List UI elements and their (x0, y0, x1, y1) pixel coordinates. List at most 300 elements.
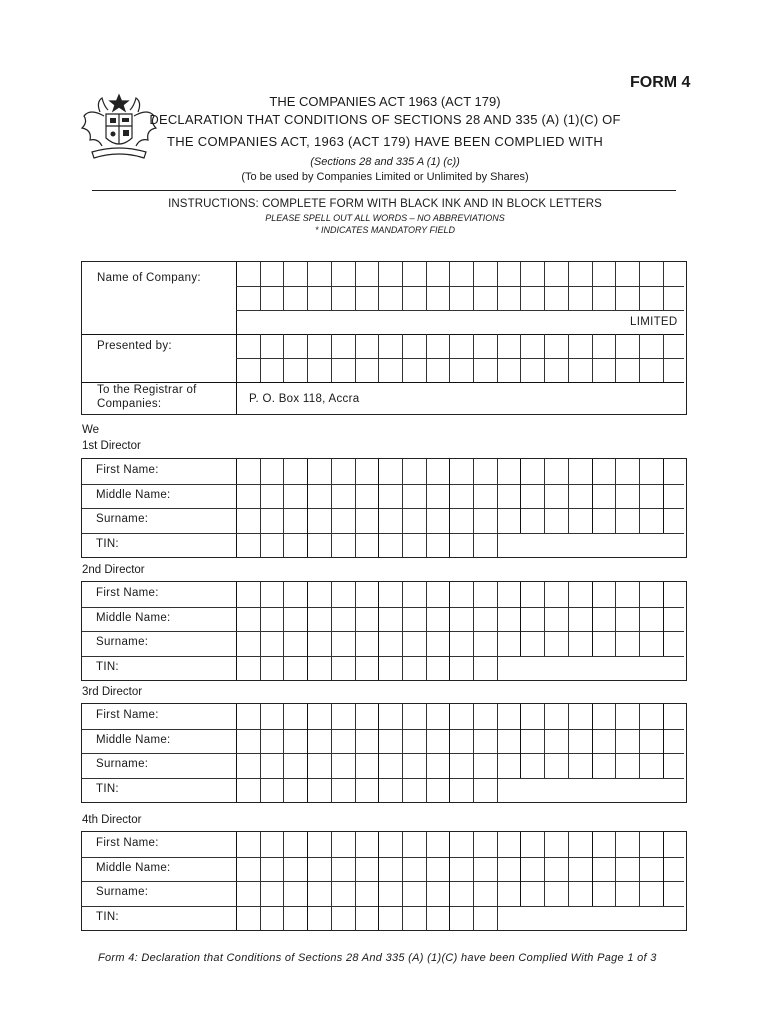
director-3-middle-name-cell-divider (402, 729, 403, 754)
director-2-surname-cell-divider (449, 631, 450, 656)
director-3-surname-cell-divider (473, 753, 474, 778)
director-1-middle-name-cell-divider (615, 484, 616, 509)
company-name-cell-divider (615, 262, 616, 310)
director-2-middle-name-cell-divider (355, 607, 356, 632)
director-3-middle-name-cell-divider (331, 729, 332, 754)
director-2-first-name-cell-divider (426, 582, 427, 607)
director-4-surname-cell-divider (568, 881, 569, 906)
director-4-tin-cell-divider (307, 906, 308, 931)
director-1-middle-name-cell-divider (283, 484, 284, 509)
field-row-line (82, 778, 684, 779)
director-2-first-name-cell-divider (592, 582, 593, 607)
director-3-middle-name-cell-divider (592, 729, 593, 754)
field-row-line (82, 857, 684, 858)
director-2-title: 2nd Director (82, 564, 145, 576)
director-2-middle-name-cell-divider (473, 607, 474, 632)
director-3-first-name-cell-divider (497, 704, 498, 729)
director-2-middle-name-cell-divider (639, 607, 640, 632)
director-2-first-name-cell-divider (639, 582, 640, 607)
director-1-middle-name-cell-divider (497, 484, 498, 509)
presented-by-cell-divider (260, 334, 261, 382)
director-3-first-name-cell-divider (544, 704, 545, 729)
director-3-first-name-cell-divider (568, 704, 569, 729)
director-1-middle-name-cell-divider (473, 484, 474, 509)
declaration-title-line-1: DECLARATION THAT CONDITIONS OF SECTIONS 28 AND 335 (A) (1)(C) OF (149, 112, 621, 127)
presented-by-cell-divider (639, 334, 640, 382)
director-3-surname-cell-divider (449, 753, 450, 778)
company-name-cell-divider (355, 262, 356, 310)
director-4-tin-label: TIN: (96, 910, 119, 923)
director-3-surname-cell-divider (592, 753, 593, 778)
director-1-first-name-cell-divider (473, 459, 474, 484)
company-name-cell-divider (449, 262, 450, 310)
director-3-surname-cell-divider (639, 753, 640, 778)
director-2-middle-name-cell-divider (544, 607, 545, 632)
presented-by-cell-divider (568, 334, 569, 382)
director-2-surname-cell-divider (355, 631, 356, 656)
registrar-label-line-1: To the Registrar of (97, 384, 197, 396)
director-1-first-name-cell-divider (663, 459, 664, 484)
presented-by-cell-divider (592, 334, 593, 382)
director-4-surname-cell-divider (283, 881, 284, 906)
director-4-tin-cell-divider (378, 906, 379, 931)
presented-by-cell-divider (663, 334, 664, 382)
director-2-tin-cell-divider (331, 656, 332, 681)
director-3-surname-cell-divider (426, 753, 427, 778)
director-3-first-name-cell-divider (520, 704, 521, 729)
presented-by-cell-divider (283, 334, 284, 382)
director-3-surname-cell-divider (402, 753, 403, 778)
director-2-surname-cell-divider (544, 631, 545, 656)
company-name-cell-divider (639, 262, 640, 310)
director-4-surname-cell-divider (544, 881, 545, 906)
director-1-surname-cell-divider (378, 508, 379, 533)
director-3-middle-name-cell-divider (568, 729, 569, 754)
director-1-surname-cell-divider (639, 508, 640, 533)
director-4-middle-name-label: Middle Name: (96, 861, 171, 874)
director-2-tin-cell-divider (473, 656, 474, 681)
director-2-first-name-cell-divider (283, 582, 284, 607)
presented-by-cell-divider (378, 334, 379, 382)
director-3-surname-cell-divider (331, 753, 332, 778)
director-3-first-name-cell-divider (402, 704, 403, 729)
company-name-cell-divider (307, 262, 308, 310)
director-2-surname-cell-divider (568, 631, 569, 656)
director-4-surname-cell-divider (497, 881, 498, 906)
director-4-first-name-cell-divider (568, 832, 569, 857)
field-row-line (82, 753, 684, 754)
director-3-surname-cell-divider (520, 753, 521, 778)
director-3-middle-name-cell-divider (449, 729, 450, 754)
director-3-middle-name-cell-divider (307, 729, 308, 754)
sections-reference: (Sections 28 and 335 A (1) (c)) (310, 156, 460, 168)
company-name-cell-divider (426, 262, 427, 310)
director-1-first-name-cell-divider (615, 459, 616, 484)
director-4-surname-cell-divider (520, 881, 521, 906)
director-1-surname-cell-divider (449, 508, 450, 533)
director-1-tin-cell-divider (473, 533, 474, 558)
director-3-middle-name-cell-divider (473, 729, 474, 754)
director-4-middle-name-cell-divider (355, 857, 356, 882)
director-3-surname-cell-divider (260, 753, 261, 778)
director-2-surname-cell-divider (426, 631, 427, 656)
director-3-first-name-cell-divider (307, 704, 308, 729)
director-3-tin-cell-divider (307, 778, 308, 803)
director-1-tin-cell-divider (260, 533, 261, 558)
director-3-surname-cell-divider (307, 753, 308, 778)
field-row-line (82, 906, 684, 907)
director-3-middle-name-cell-divider (283, 729, 284, 754)
director-1-first-name-cell-divider (592, 459, 593, 484)
director-3-first-name-cell-divider (378, 704, 379, 729)
director-3-surname-cell-divider (497, 753, 498, 778)
director-4-first-name-cell-divider (473, 832, 474, 857)
director-1-tin-cell-divider (402, 533, 403, 558)
presented-by-cell-divider (520, 334, 521, 382)
director-1-middle-name-cell-divider (544, 484, 545, 509)
director-3-tin-cell-divider (426, 778, 427, 803)
director-4-middle-name-cell-divider (544, 857, 545, 882)
director-1-middle-name-cell-divider (402, 484, 403, 509)
director-2-middle-name-cell-divider (307, 607, 308, 632)
presented-by-label: Presented by: (97, 340, 172, 352)
field-row-line (82, 656, 684, 657)
director-3-first-name-cell-divider (283, 704, 284, 729)
director-3-tin-cell-divider (331, 778, 332, 803)
director-2-surname-cell-divider (307, 631, 308, 656)
director-2-first-name-cell-divider (663, 582, 664, 607)
director-2-tin-label: TIN: (96, 660, 119, 673)
director-1-surname-cell-divider (473, 508, 474, 533)
company-name-cell-divider (378, 262, 379, 310)
director-4-tin-cell-divider (426, 906, 427, 931)
director-2-first-name-cell-divider (473, 582, 474, 607)
director-1-surname-cell-divider (615, 508, 616, 533)
field-row-line (82, 607, 684, 608)
director-2-middle-name-label: Middle Name: (96, 611, 171, 624)
director-4-first-name-cell-divider (260, 832, 261, 857)
director-4-first-name-cell-divider (331, 832, 332, 857)
director-4-middle-name-cell-divider (307, 857, 308, 882)
director-3-first-name-cell-divider (331, 704, 332, 729)
director-3-first-name-cell-divider (260, 704, 261, 729)
director-3-table (81, 703, 687, 803)
director-4-middle-name-cell-divider (473, 857, 474, 882)
director-1-first-name-cell-divider (544, 459, 545, 484)
registrar-label-line-2: Companies: (97, 398, 162, 410)
director-2-surname-cell-divider (260, 631, 261, 656)
director-2-tin-cell-divider (402, 656, 403, 681)
director-2-surname-cell-divider (497, 631, 498, 656)
director-4-first-name-cell-divider (639, 832, 640, 857)
director-2-surname-cell-divider (639, 631, 640, 656)
director-4-first-name-cell-divider (544, 832, 545, 857)
director-2-middle-name-cell-divider (615, 607, 616, 632)
director-1-tin-cell-divider (497, 533, 498, 558)
director-3-surname-label: Surname: (96, 758, 149, 770)
director-3-first-name-cell-divider (449, 704, 450, 729)
director-4-first-name-cell-divider (663, 832, 664, 857)
director-1-middle-name-cell-divider (260, 484, 261, 509)
director-2-tin-cell-divider (497, 656, 498, 681)
director-1-first-name-cell-divider (449, 459, 450, 484)
company-name-cell-divider (520, 262, 521, 310)
director-4-first-name-cell-divider (378, 832, 379, 857)
director-1-surname-cell-divider (520, 508, 521, 533)
field-row-line (82, 729, 684, 730)
director-2-surname-cell-divider (592, 631, 593, 656)
registrar-address: P. O. Box 118, Accra (249, 393, 360, 405)
director-3-middle-name-cell-divider (663, 729, 664, 754)
director-3-middle-name-cell-divider (260, 729, 261, 754)
company-name-cell-divider (592, 262, 593, 310)
director-1-tin-cell-divider (331, 533, 332, 558)
director-2-tin-cell-divider (378, 656, 379, 681)
director-4-surname-cell-divider (449, 881, 450, 906)
director-1-middle-name-cell-divider (426, 484, 427, 509)
director-4-first-name-label: First Name: (96, 837, 159, 849)
director-4-tin-cell-divider (355, 906, 356, 931)
presented-by-cell-divider (307, 334, 308, 382)
company-name-cell-divider (331, 262, 332, 310)
director-4-surname-cell-divider (307, 881, 308, 906)
director-3-middle-name-cell-divider (355, 729, 356, 754)
director-1-first-name-cell-divider (402, 459, 403, 484)
director-4-middle-name-cell-divider (568, 857, 569, 882)
director-3-surname-cell-divider (663, 753, 664, 778)
director-2-tin-cell-divider (260, 656, 261, 681)
director-4-first-name-cell-divider (520, 832, 521, 857)
director-4-tin-cell-divider (497, 906, 498, 931)
director-1-middle-name-cell-divider (378, 484, 379, 509)
director-4-surname-cell-divider (260, 881, 261, 906)
director-1-middle-name-cell-divider (307, 484, 308, 509)
act-title: THE COMPANIES ACT 1963 (ACT 179) (269, 94, 501, 109)
director-1-middle-name-label: Middle Name: (96, 488, 171, 501)
director-4-middle-name-cell-divider (426, 857, 427, 882)
director-1-first-name-cell-divider (355, 459, 356, 484)
company-details-table (81, 261, 687, 415)
director-4-surname-cell-divider (473, 881, 474, 906)
presented-by-row-line (236, 358, 684, 359)
form-number: FORM 4 (630, 74, 691, 91)
director-2-first-name-cell-divider (497, 582, 498, 607)
director-1-surname-cell-divider (497, 508, 498, 533)
director-1-middle-name-cell-divider (568, 484, 569, 509)
limited-label: LIMITED (630, 316, 678, 328)
director-2-middle-name-cell-divider (520, 607, 521, 632)
director-4-surname-label: Surname: (96, 886, 149, 898)
presented-by-cell-divider (473, 334, 474, 382)
director-4-middle-name-cell-divider (378, 857, 379, 882)
director-4-surname-cell-divider (639, 881, 640, 906)
instructions-main: INSTRUCTIONS: COMPLETE FORM WITH BLACK INK AND IN BLOCK LETTERS (168, 198, 602, 210)
director-2-first-name-cell-divider (568, 582, 569, 607)
director-4-surname-cell-divider (615, 881, 616, 906)
director-1-tin-cell-divider (449, 533, 450, 558)
director-3-tin-cell-divider (402, 778, 403, 803)
director-3-middle-name-cell-divider (426, 729, 427, 754)
director-1-first-name-cell-divider (331, 459, 332, 484)
director-3-surname-cell-divider (378, 753, 379, 778)
presented-by-cell-divider (402, 334, 403, 382)
director-4-middle-name-cell-divider (449, 857, 450, 882)
director-1-surname-cell-divider (307, 508, 308, 533)
director-1-first-name-cell-divider (568, 459, 569, 484)
field-row-line (82, 533, 684, 534)
director-2-tin-cell-divider (307, 656, 308, 681)
director-2-first-name-label: First Name: (96, 587, 159, 599)
director-4-title: 4th Director (82, 814, 142, 826)
director-2-tin-cell-divider (355, 656, 356, 681)
director-3-tin-cell-divider (449, 778, 450, 803)
director-3-first-name-cell-divider (639, 704, 640, 729)
presented-by-cell-divider (331, 334, 332, 382)
field-row-line (82, 631, 684, 632)
director-3-tin-cell-divider (355, 778, 356, 803)
director-1-middle-name-cell-divider (592, 484, 593, 509)
director-1-tin-cell-divider (426, 533, 427, 558)
director-3-surname-cell-divider (355, 753, 356, 778)
company-name-cell-divider (260, 262, 261, 310)
director-2-middle-name-cell-divider (497, 607, 498, 632)
director-2-surname-cell-divider (663, 631, 664, 656)
director-4-surname-cell-divider (426, 881, 427, 906)
director-4-first-name-cell-divider (402, 832, 403, 857)
director-1-table (81, 458, 687, 558)
director-2-middle-name-cell-divider (283, 607, 284, 632)
director-2-surname-cell-divider (473, 631, 474, 656)
director-2-middle-name-cell-divider (426, 607, 427, 632)
director-1-first-name-cell-divider (520, 459, 521, 484)
company-name-cell-divider (663, 262, 664, 310)
director-1-middle-name-cell-divider (639, 484, 640, 509)
director-3-first-name-label: First Name: (96, 709, 159, 721)
director-1-surname-cell-divider (426, 508, 427, 533)
director-2-surname-cell-divider (331, 631, 332, 656)
director-4-surname-cell-divider (402, 881, 403, 906)
director-1-middle-name-cell-divider (331, 484, 332, 509)
director-4-tin-cell-divider (402, 906, 403, 931)
company-name-cell-divider (568, 262, 569, 310)
director-2-surname-cell-divider (378, 631, 379, 656)
director-1-middle-name-cell-divider (449, 484, 450, 509)
director-2-first-name-cell-divider (615, 582, 616, 607)
director-4-middle-name-cell-divider (592, 857, 593, 882)
director-2-surname-label: Surname: (96, 636, 149, 648)
header-divider (92, 190, 676, 191)
director-2-tin-cell-divider (426, 656, 427, 681)
director-1-surname-cell-divider (355, 508, 356, 533)
company-name-row-line (236, 286, 684, 287)
director-2-first-name-cell-divider (260, 582, 261, 607)
director-1-tin-label: TIN: (96, 537, 119, 550)
director-2-middle-name-cell-divider (402, 607, 403, 632)
company-name-cell-divider (402, 262, 403, 310)
director-2-middle-name-cell-divider (449, 607, 450, 632)
director-1-middle-name-cell-divider (663, 484, 664, 509)
director-3-surname-cell-divider (544, 753, 545, 778)
director-4-middle-name-cell-divider (615, 857, 616, 882)
director-1-first-name-cell-divider (260, 459, 261, 484)
director-2-first-name-cell-divider (544, 582, 545, 607)
director-2-first-name-cell-divider (449, 582, 450, 607)
director-2-tin-cell-divider (449, 656, 450, 681)
director-3-middle-name-cell-divider (615, 729, 616, 754)
director-3-middle-name-cell-divider (378, 729, 379, 754)
director-1-tin-cell-divider (378, 533, 379, 558)
director-3-middle-name-label: Middle Name: (96, 733, 171, 746)
director-4-tin-cell-divider (449, 906, 450, 931)
director-1-first-name-cell-divider (426, 459, 427, 484)
director-2-surname-cell-divider (615, 631, 616, 656)
director-4-tin-cell-divider (473, 906, 474, 931)
director-4-surname-cell-divider (331, 881, 332, 906)
director-3-tin-cell-divider (497, 778, 498, 803)
director-4-table (81, 831, 687, 931)
instructions-mandatory: * INDICATES MANDATORY FIELD (314, 225, 456, 235)
presented-by-cell-divider (615, 334, 616, 382)
director-4-first-name-cell-divider (615, 832, 616, 857)
director-1-surname-cell-divider (568, 508, 569, 533)
director-1-first-name-cell-divider (283, 459, 284, 484)
director-3-tin-cell-divider (473, 778, 474, 803)
director-1-tin-cell-divider (355, 533, 356, 558)
director-3-middle-name-cell-divider (544, 729, 545, 754)
director-2-first-name-cell-divider (331, 582, 332, 607)
director-4-first-name-cell-divider (307, 832, 308, 857)
director-1-surname-cell-divider (592, 508, 593, 533)
presented-by-cell-divider (497, 334, 498, 382)
director-4-middle-name-cell-divider (260, 857, 261, 882)
company-name-cell-divider (283, 262, 284, 310)
director-3-tin-cell-divider (378, 778, 379, 803)
director-4-surname-cell-divider (355, 881, 356, 906)
director-1-first-name-cell-divider (378, 459, 379, 484)
director-3-surname-cell-divider (568, 753, 569, 778)
director-1-middle-name-cell-divider (355, 484, 356, 509)
instructions-spell-out: PLEASE SPELL OUT ALL WORDS – NO ABBREVIATIONS (265, 213, 505, 223)
director-2-tin-cell-divider (283, 656, 284, 681)
company-name-cell-divider (544, 262, 545, 310)
director-1-surname-label: Surname: (96, 513, 149, 525)
presented-by-cell-divider (544, 334, 545, 382)
director-1-first-name-cell-divider (497, 459, 498, 484)
director-3-first-name-cell-divider (473, 704, 474, 729)
director-2-middle-name-cell-divider (378, 607, 379, 632)
director-1-surname-cell-divider (331, 508, 332, 533)
director-4-middle-name-cell-divider (639, 857, 640, 882)
company-name-cell-divider (497, 262, 498, 310)
director-2-middle-name-cell-divider (331, 607, 332, 632)
declaration-title-line-2: THE COMPANIES ACT, 1963 (ACT 179) HAVE BEEN COMPLIED WITH (166, 134, 604, 149)
director-4-tin-cell-divider (283, 906, 284, 931)
director-2-first-name-cell-divider (378, 582, 379, 607)
director-3-first-name-cell-divider (426, 704, 427, 729)
director-4-surname-cell-divider (592, 881, 593, 906)
page-footer: Form 4: Declaration that Conditions of Sections 28 And 335 (A) (1)(C) have been Complied With Page 1 of 3 (98, 952, 657, 964)
director-3-first-name-cell-divider (355, 704, 356, 729)
director-4-middle-name-cell-divider (663, 857, 664, 882)
director-2-surname-cell-divider (402, 631, 403, 656)
label-column-divider (236, 262, 237, 414)
director-4-first-name-cell-divider (355, 832, 356, 857)
director-3-middle-name-cell-divider (520, 729, 521, 754)
director-4-first-name-cell-divider (497, 832, 498, 857)
presented-by-cell-divider (449, 334, 450, 382)
director-3-middle-name-cell-divider (497, 729, 498, 754)
director-3-surname-cell-divider (615, 753, 616, 778)
